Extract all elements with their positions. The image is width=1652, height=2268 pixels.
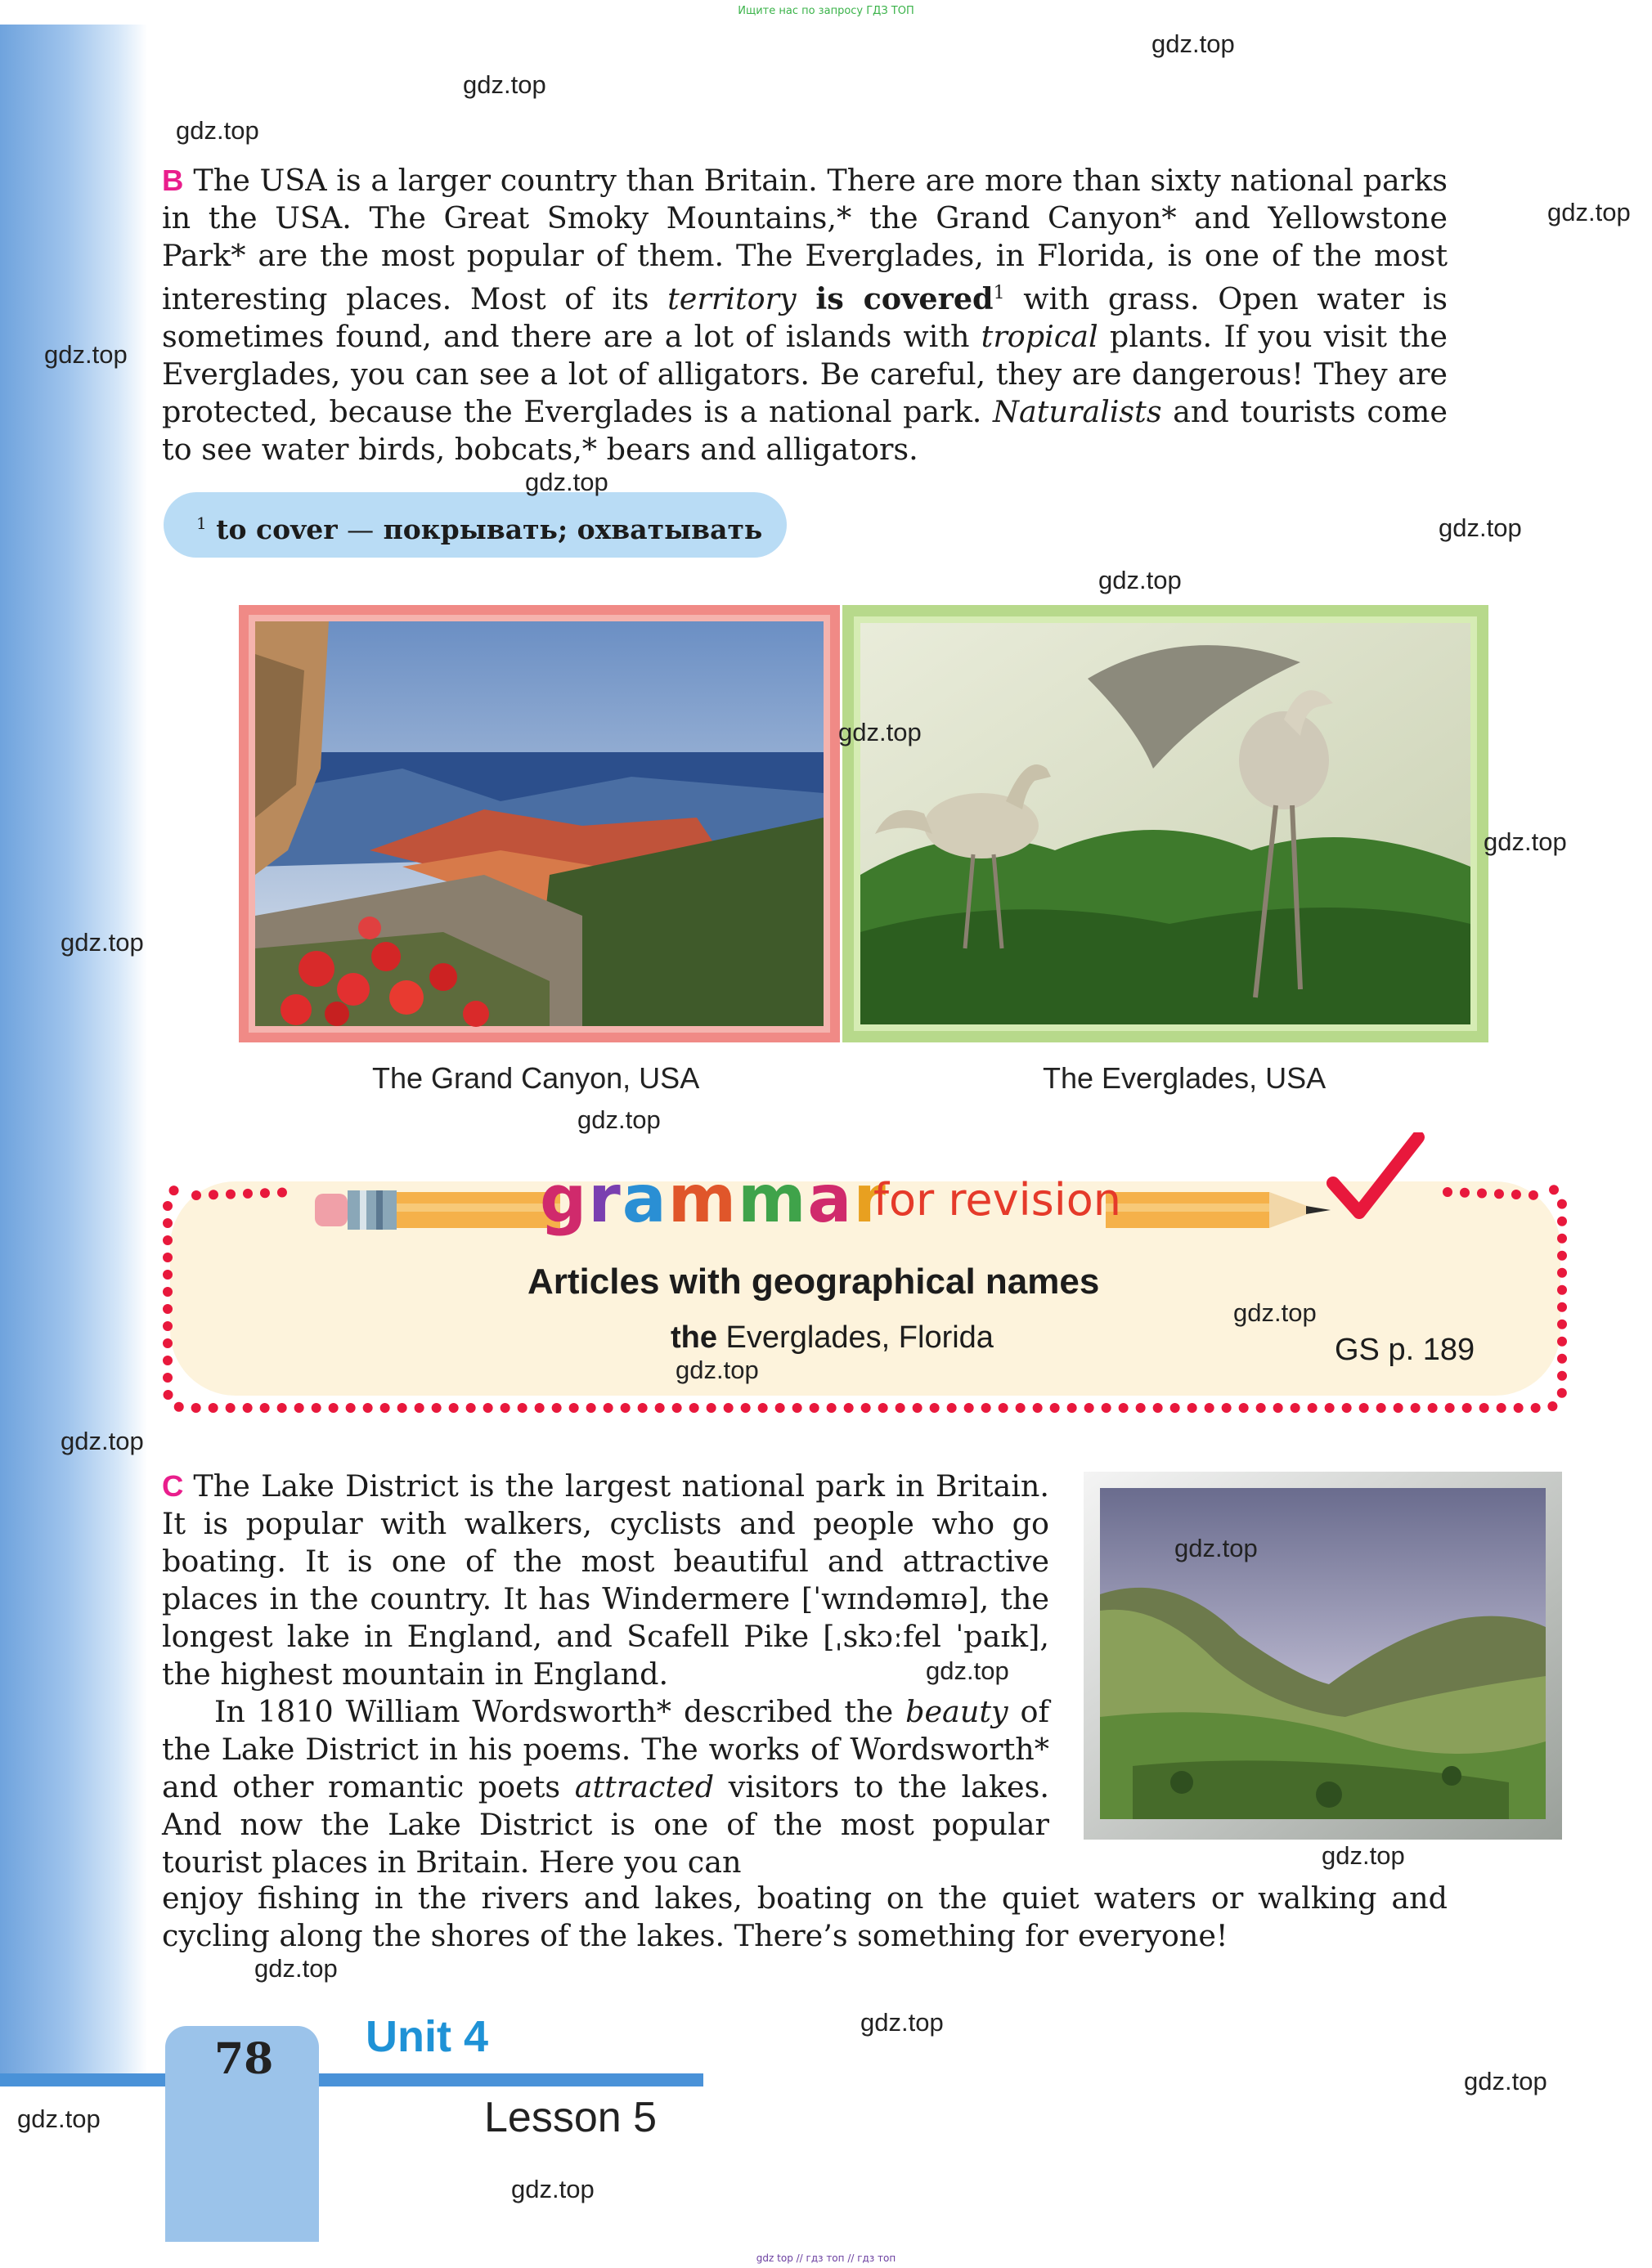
watermark: gdz.top	[17, 2104, 101, 2133]
grammar-example: the Everglades, Florida	[671, 1320, 994, 1355]
watermark: gdz.top	[676, 1356, 759, 1384]
section-c-letter: C	[162, 1469, 184, 1503]
watermark: gdz.top	[176, 116, 259, 145]
grammar-title-letter: a	[622, 1161, 668, 1237]
watermark: gdz.top	[1464, 2067, 1547, 2095]
grand-canyon-photo	[239, 605, 840, 1042]
check-mark-icon	[1327, 1132, 1425, 1222]
grammar-title-letter: m	[667, 1161, 738, 1237]
grammar-title-word	[540, 1161, 887, 1237]
watermark: gdz.top	[61, 1427, 144, 1455]
section-b-paragraph: B The USA is a larger country than Britain. There are more than sixty national parks in the USA. The Great Smoky Mountains,* the Grand Canyon* and Yellowstone Park* are the most popular of them. The Everglades, in Florida, is one of the most interesting places. Most of its territory is covered$^1$ with grass. Open water is sometimes found, and there are a lot of islands with tropical plants. If you visit the Everglades, you can see a lot of alligators. Be careful, they are dangerous! They are protected, because the Everglades is a national park. Naturalists and tourists come to see water birds, bobcats,* bears and alligators.	[162, 163, 1448, 468]
watermark: gdz.top	[1174, 1534, 1258, 1562]
watermark: gdz.top	[577, 1105, 661, 1134]
grammar-reference: GS p. 189	[1335, 1333, 1475, 1367]
footnote-term: to cover	[216, 513, 338, 545]
watermark: gdz.top	[1151, 29, 1235, 58]
grammar-title-letter: r	[853, 1161, 887, 1237]
lake-district-photo	[1084, 1472, 1562, 1840]
unit-label: Unit 4	[366, 2012, 489, 2061]
top-note: Ищите нас по запросу ГДЗ ТОП	[738, 5, 914, 17]
everglades-photo	[842, 605, 1488, 1042]
pencil-left-icon	[315, 1186, 560, 1235]
watermark: gdz.top	[1439, 513, 1522, 542]
section-c-paragraph-2: enjoy fishing in the rivers and lakes, boating on the quiet waters or walking and cycling along the shores of the lakes. There’s something for everyone!	[162, 1880, 1448, 1953]
watermark: gdz.top	[1233, 1298, 1317, 1327]
watermark: gdz.top	[1098, 566, 1182, 594]
watermark: gdz.top	[511, 2175, 595, 2203]
watermark: gdz.top	[860, 2008, 944, 2037]
watermark: gdz.top	[525, 468, 608, 496]
footnote-mark: 1	[993, 283, 1005, 303]
grammar-title-letter: g	[540, 1161, 589, 1237]
watermark: gdz.top	[254, 1954, 338, 1983]
grammar-title	[540, 1161, 887, 1237]
grammar-title-sub: for revision	[873, 1174, 1122, 1226]
watermark: gdz.top	[463, 70, 546, 99]
grammar-title-letter: m	[738, 1161, 808, 1237]
watermark: gdz.top	[1484, 827, 1567, 856]
footer-bar	[0, 2073, 703, 2086]
footnote-translation: покрывать; охватывать	[383, 513, 763, 545]
page-number: 78	[214, 2034, 274, 2084]
pencil-right-icon	[1106, 1186, 1343, 1235]
watermark: gdz.top	[1322, 1841, 1405, 1870]
bottom-note: gdz top // гдз топ // гдз топ	[756, 2252, 896, 2264]
everglades-caption: The Everglades, USA	[1043, 1061, 1327, 1095]
page-side-strip	[0, 25, 147, 2085]
section-b-letter: B	[162, 164, 184, 197]
grammar-title-letter: r	[588, 1161, 622, 1237]
grammar-heading: Articles with geographical names	[527, 1262, 1100, 1302]
section-c-paragraph-1: C The Lake District is the largest national park in Britain. It is popular with walkers, cyclists and people who go boating. It is one of the most beautiful and attractive places in the country. It has Windermere [ˈwɪndəmɪə], the longest lake in England, and Scafell Pike [ˌskɔːfel ˈpaɪk], the highest mountain in England. In 1810 William Wordsworth* described the beauty of the Lake District in his poems. The works of Wordsworth* and other romantic poets attracted visitors to the lakes. And now the Lake District is one of the most popular tourist places in Britain. Here you can	[162, 1468, 1049, 1880]
lesson-label: Lesson 5	[484, 2094, 658, 2141]
watermark: gdz.top	[44, 340, 128, 369]
grammar-title-letter: a	[807, 1161, 854, 1237]
watermark: gdz.top	[61, 928, 144, 957]
watermark: gdz.top	[838, 718, 922, 746]
watermark: gdz.top	[1547, 198, 1631, 226]
grand-canyon-caption: The Grand Canyon, USA	[372, 1061, 700, 1095]
footnote-text: $^1$ to cover — покрывать; охватывать	[196, 513, 763, 545]
watermark: gdz.top	[926, 1656, 1009, 1685]
